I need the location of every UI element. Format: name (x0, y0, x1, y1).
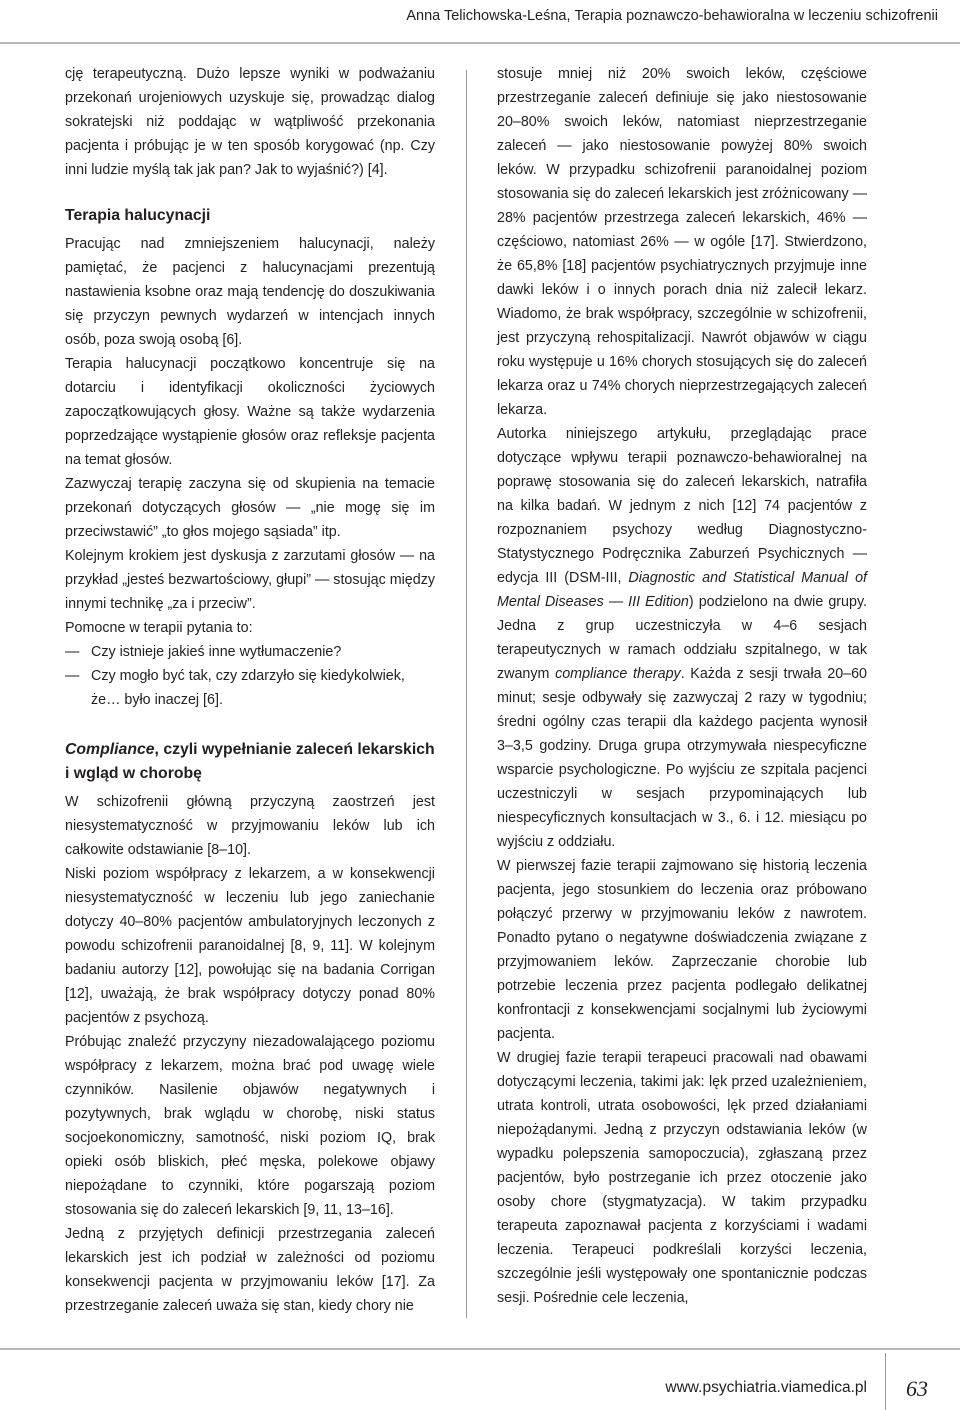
column-divider (466, 70, 467, 1318)
italic-title: Diagnostic and Statistical Manual of Mental Diseases — III Edition (497, 570, 867, 610)
paragraph: Jedną z przyjętych definicji przestrzegania zaleceń lekarskich jest ich podział w zależności od poziomu konsekwencji pacjenta w przyjmowaniu leków [17]. Za przestrzeganie zaleceń uważa się stan, kiedy chory nie (65, 1226, 435, 1314)
text-run: Autorka niniejszego artykułu, przeglądając prace dotyczące wpływu terapii poznawczo-behawioralnej na poprawę stosowania się do zaleceń lekarskich, natrafiła na kilka badań. W jednym z nich [12] 74 pacjentów z rozpoznaniem psychozy według Diagnostyczno-Statystycznego Podręcznika Zaburzeń Psychicznych — edycja III (DSM-III, (497, 426, 867, 586)
header-author: Anna Telichowska-Leśna, (406, 8, 571, 24)
journal-url: www.psychiatria.viamedica.pl (665, 1379, 867, 1396)
header-rule (0, 42, 960, 44)
list-item-text: Czy mogło być tak, czy zdarzyło się kiedykolwiek, że… było inaczej [6]. (91, 668, 405, 708)
running-header (406, 4, 938, 28)
heading-emphasis: Compliance (65, 741, 155, 758)
intro-paragraph: cję terapeutyczną. Dużo lepsze wyniki w podważaniu przekonań urojeniowych uzyskuje się, prowadząc dialog sokratejski niż poddając w wątpliwość przekonania pacjenta i próbując je w ten sposób korygować (np. Czy inni ludzie myślą tak jak pan? Jak to wyjaśnić?) [4]. (65, 66, 435, 178)
paragraph: W drugiej fazie terapii terapeuci pracowali nad obawami dotyczącymi leczenia, takimi jak: lęk przed uzależnieniem, utrata kontroli, utrata osobowości, lęk przed działaniami niepożądanymi. Jedną z przyczyn odstawiania leków (w wypadku polepszenia samopoczucia), zgłaszaną przez pacjentów, było postrzeganie ich przez otoczenie jako osoby chore (stygmatyzacja). W takim przypadku terapeuta zapoznawał pacjenta z korzyściami i wadami leczenia. Terapeuci podkreślali korzyści leczenia, szczególnie jeśli występowały one spontanicznie podczas sesji. Pośrednie cele leczenia, (497, 1050, 867, 1306)
paragraph: Zazwyczaj terapię zaczyna się od skupienia na temacie przekonań dotyczących głosów — „nie mogę się im przeciwstawić” „to głos mojego sąsiada” itp. (65, 476, 435, 540)
list-dash: — (65, 644, 80, 660)
heading-rest: , czyli wypełnianie zaleceń lekarskich i wgląd w chorobę (65, 741, 435, 782)
paragraph: Pomocne w terapii pytania to: (65, 620, 253, 636)
paragraph: Pracując nad zmniejszeniem halucynacji, należy pamiętać, że pacjenci z halucynacjami prezentują nastawienia ksobne oraz mają tendencję do doszukiwania się przyczyn pewnych wydarzeń w intencjach innych osób, poza swoją osobą [6]. (65, 236, 435, 348)
paragraph: stosuje mniej niż 20% swoich leków, częściowe przestrzeganie zaleceń definiuje się jako niestosowanie 20–80% swoich leków, natomiast nieprzestrzeganie zaleceń — jako niestosowanie powyżej 80% swoich leków. W przypadku schizofrenii paranoidalnej poziom stosowania się do zaleceń lekarskich jest zróżnicowany — 28% pacjentów przestrzega zaleceń lekarskich, 46% — częściowo, natomiast 26% — w ogóle [17]. Stwierdzono, że 65,8% [18] pacjentów psychiatrycznych przyjmuje inne dawki leków i o innych porach dnia niż zalecił lekarz. Wiadomo, że brak współpracy, szczególnie w schizofrenii, jest przyczyną rehospitalizacji. Nawrót objawów w ciągu roku występuje u 16% chorych stosujących się do zaleceń lekarza oraz u 74% chorych nieprzestrzegających zaleceń lekarza. (497, 66, 867, 418)
text-run: ) podzielono na dwie grupy. Jedna z grup uczestniczyła w 4–6 sesjach terapeutycznych w ramach oddziału szpitalnego, w tak zwanym (497, 594, 868, 682)
paragraph: Terapia halucynacji początkowo koncentruje się na dotarciu i identyfikacji okoliczności życiowych zapoczątkowujących głosy. Ważne są także wydarzenia poprzedzające wystąpienie głosów oraz refleksje pacjenta na temat głosów. (65, 356, 435, 468)
footer-rule (0, 1348, 960, 1350)
paragraph: W pierwszej fazie terapii zajmowano się historią leczenia pacjenta, jego stosunkiem do leczenia oraz próbowano połączyć przerwy w przyjmowaniu leków z nawrotem. Ponadto pytano o negatywne doświadczenia związane z przyjmowaniem leków. Zaprzeczanie chorobie lub potrzebie leczenia przez pacjenta podlegało delikatnej konfrontacji z konsekwencjami socjalnymi lub życiowymi pacjenta. (497, 858, 867, 1042)
italic-term: compliance therapy (555, 666, 681, 682)
left-column (65, 62, 435, 1318)
footer-separator (885, 1353, 886, 1410)
section-heading-hallucinations: Terapia halucynacji (65, 207, 211, 224)
list-item-text: Czy istnieje jakieś inne wytłumaczenie? (91, 644, 342, 660)
paragraph: Próbując znaleźć przyczyny niezadowalającego poziomu współpracy z lekarzem, można brać pod uwagę wiele czynników. Nasilenie objawów negatywnych i pozytywnych, brak wglądu w chorobę, niski status socjoekonomiczny, samotność, niski poziom IQ, brak opieki osób bliskich, płeć męska, polekowe objawy niepożądane to czynniki, które pogarszają poziom stosowania się do zaleceń lekarskich [9, 11, 13–16]. (65, 1034, 435, 1218)
header-title: Terapia poznawczo-behawioralna w leczeniu schizofrenii (574, 8, 938, 24)
list-item (65, 664, 435, 712)
list-dash: — (65, 668, 80, 684)
paragraph: W schizofrenii główną przyczyną zaostrzeń jest niesystematyczność w przyjmowaniu leków lub ich całkowite odstawianie [8–10]. (65, 794, 435, 858)
page-number: 63 (906, 1376, 928, 1401)
section-heading-compliance (65, 738, 435, 786)
list-item (65, 640, 435, 664)
right-column (497, 62, 867, 1310)
paragraph: Niski poziom współpracy z lekarzem, a w konsekwencji niesystematyczność w leczeniu lub jego zaniechanie dotyczy 40–80% pacjentów ambulatoryjnych leczonych z powodu schizofrenii paranoidalnej [8, 9, 11]. W kolejnym badaniu autorzy [12], powołując się na badania Corrigan [12], uważają, że brak współpracy dotyczy ponad 80% pacjentów z psychozą. (65, 866, 435, 1026)
paragraph-dsm (497, 422, 867, 854)
paragraph: Kolejnym krokiem jest dyskusja z zarzutami głosów — na przykład „jesteś bezwartościowy, głupi” — stosując między innymi technikę „za i przeciw”. (65, 548, 435, 612)
text-run: . Każda z sesji trwała 20–60 minut; sesje odbywały się zazwyczaj 2 razy w tygodniu; średni ogólny czas terapii dla każdego pacjenta wynosił 3–3,5 godziny. Druga grupa otrzymywała niespecyficzne wsparcie psychologiczne. Po wyjściu ze szpitala pacjenci uczestniczyli w sesjach przypominających lub niespecyficznych konsultacjach w 3., 6. i 12. miesiącu po wyjściu z oddziału. (497, 666, 867, 850)
